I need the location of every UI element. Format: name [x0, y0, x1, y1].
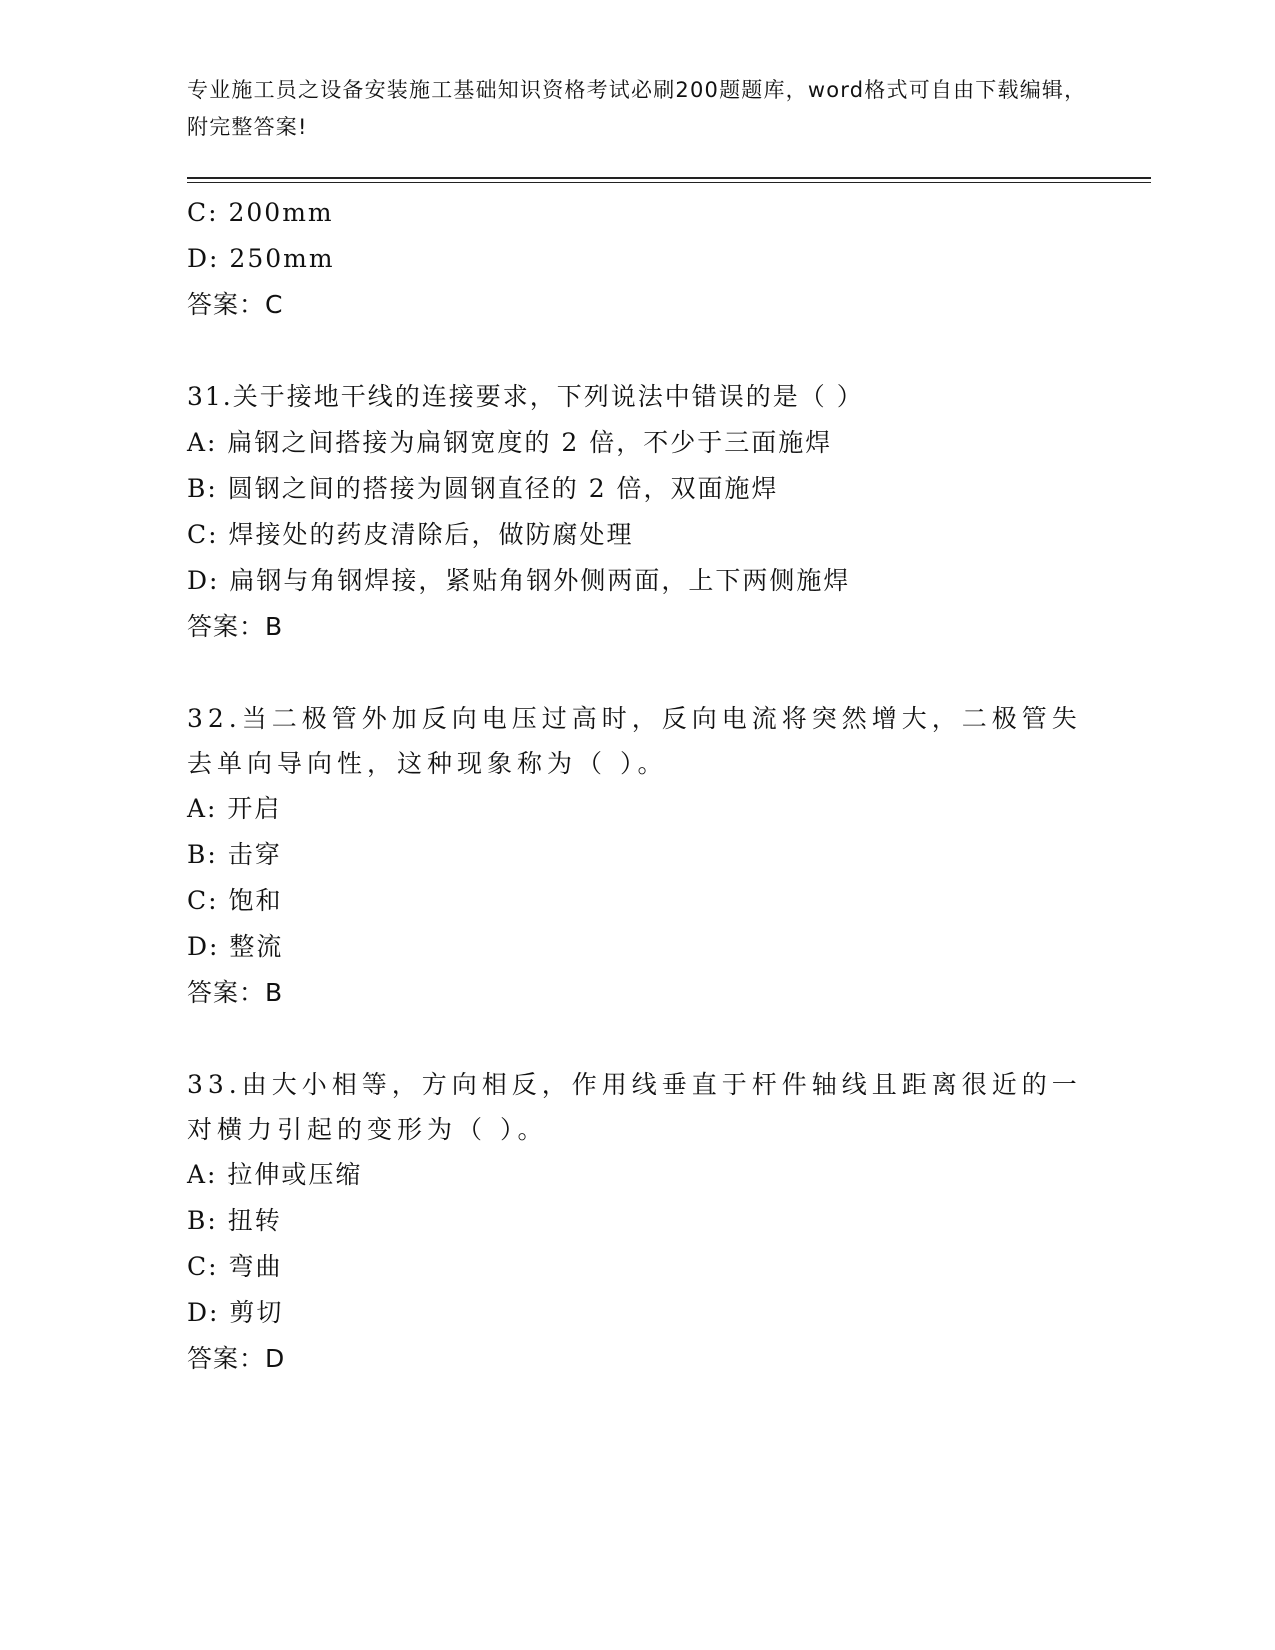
question-stem: 33.由大小相等，方向相反，作用线垂直于杆件轴线且距离很近的一对横力引起的变形为（ ）。 [187, 1070, 1082, 1144]
option-d: D: 250mm [187, 244, 335, 273]
option-d: D: 扁钢与角钢焊接，紧贴角钢外侧两面，上下两侧施焊 [187, 566, 851, 595]
option-c: C: 弯曲 [187, 1252, 283, 1281]
answer-line: 答案：D [187, 1344, 286, 1373]
question-list [187, 190, 1107, 1382]
document-header: 专业施工员之设备安装施工基础知识资格考试必刷200题题库，word格式可自由下载编辑，附完整答案! [187, 78, 1087, 139]
header-divider-thick [187, 177, 1151, 179]
option-c: C: 焊接处的药皮清除后，做防腐处理 [187, 520, 634, 549]
spacer [187, 328, 1107, 374]
header-divider-thin [187, 182, 1151, 183]
option-d: D: 整流 [187, 932, 284, 961]
spacer [187, 1016, 1107, 1062]
option-a: A: 扁钢之间搭接为扁钢宽度的 2 倍，不少于三面施焊 [187, 428, 833, 457]
question-31 [187, 374, 1107, 650]
option-a: A: 拉伸或压缩 [187, 1160, 363, 1189]
option-c: C: 200mm [187, 198, 334, 227]
question-33 [187, 1062, 1107, 1382]
answer-line: 答案：B [187, 978, 284, 1007]
question-stem: 32.当二极管外加反向电压过高时，反向电流将突然增大，二极管失去单向导向性，这种现象称为（ ）。 [187, 704, 1082, 778]
prev-question-tail [187, 190, 1107, 328]
question-stem: 31.关于接地干线的连接要求，下列说法中错误的是（ ） [187, 382, 864, 411]
option-b: B: 击穿 [187, 840, 282, 869]
spacer [187, 650, 1107, 696]
option-b: B: 圆钢之间的搭接为圆钢直径的 2 倍，双面施焊 [187, 474, 779, 503]
option-b: B: 扭转 [187, 1206, 282, 1235]
option-c: C: 饱和 [187, 886, 283, 915]
option-d: D: 剪切 [187, 1298, 284, 1327]
option-a: A: 开启 [187, 794, 282, 823]
question-32 [187, 696, 1107, 1016]
answer-line: 答案：B [187, 612, 284, 641]
answer-line: 答案：C [187, 290, 284, 319]
